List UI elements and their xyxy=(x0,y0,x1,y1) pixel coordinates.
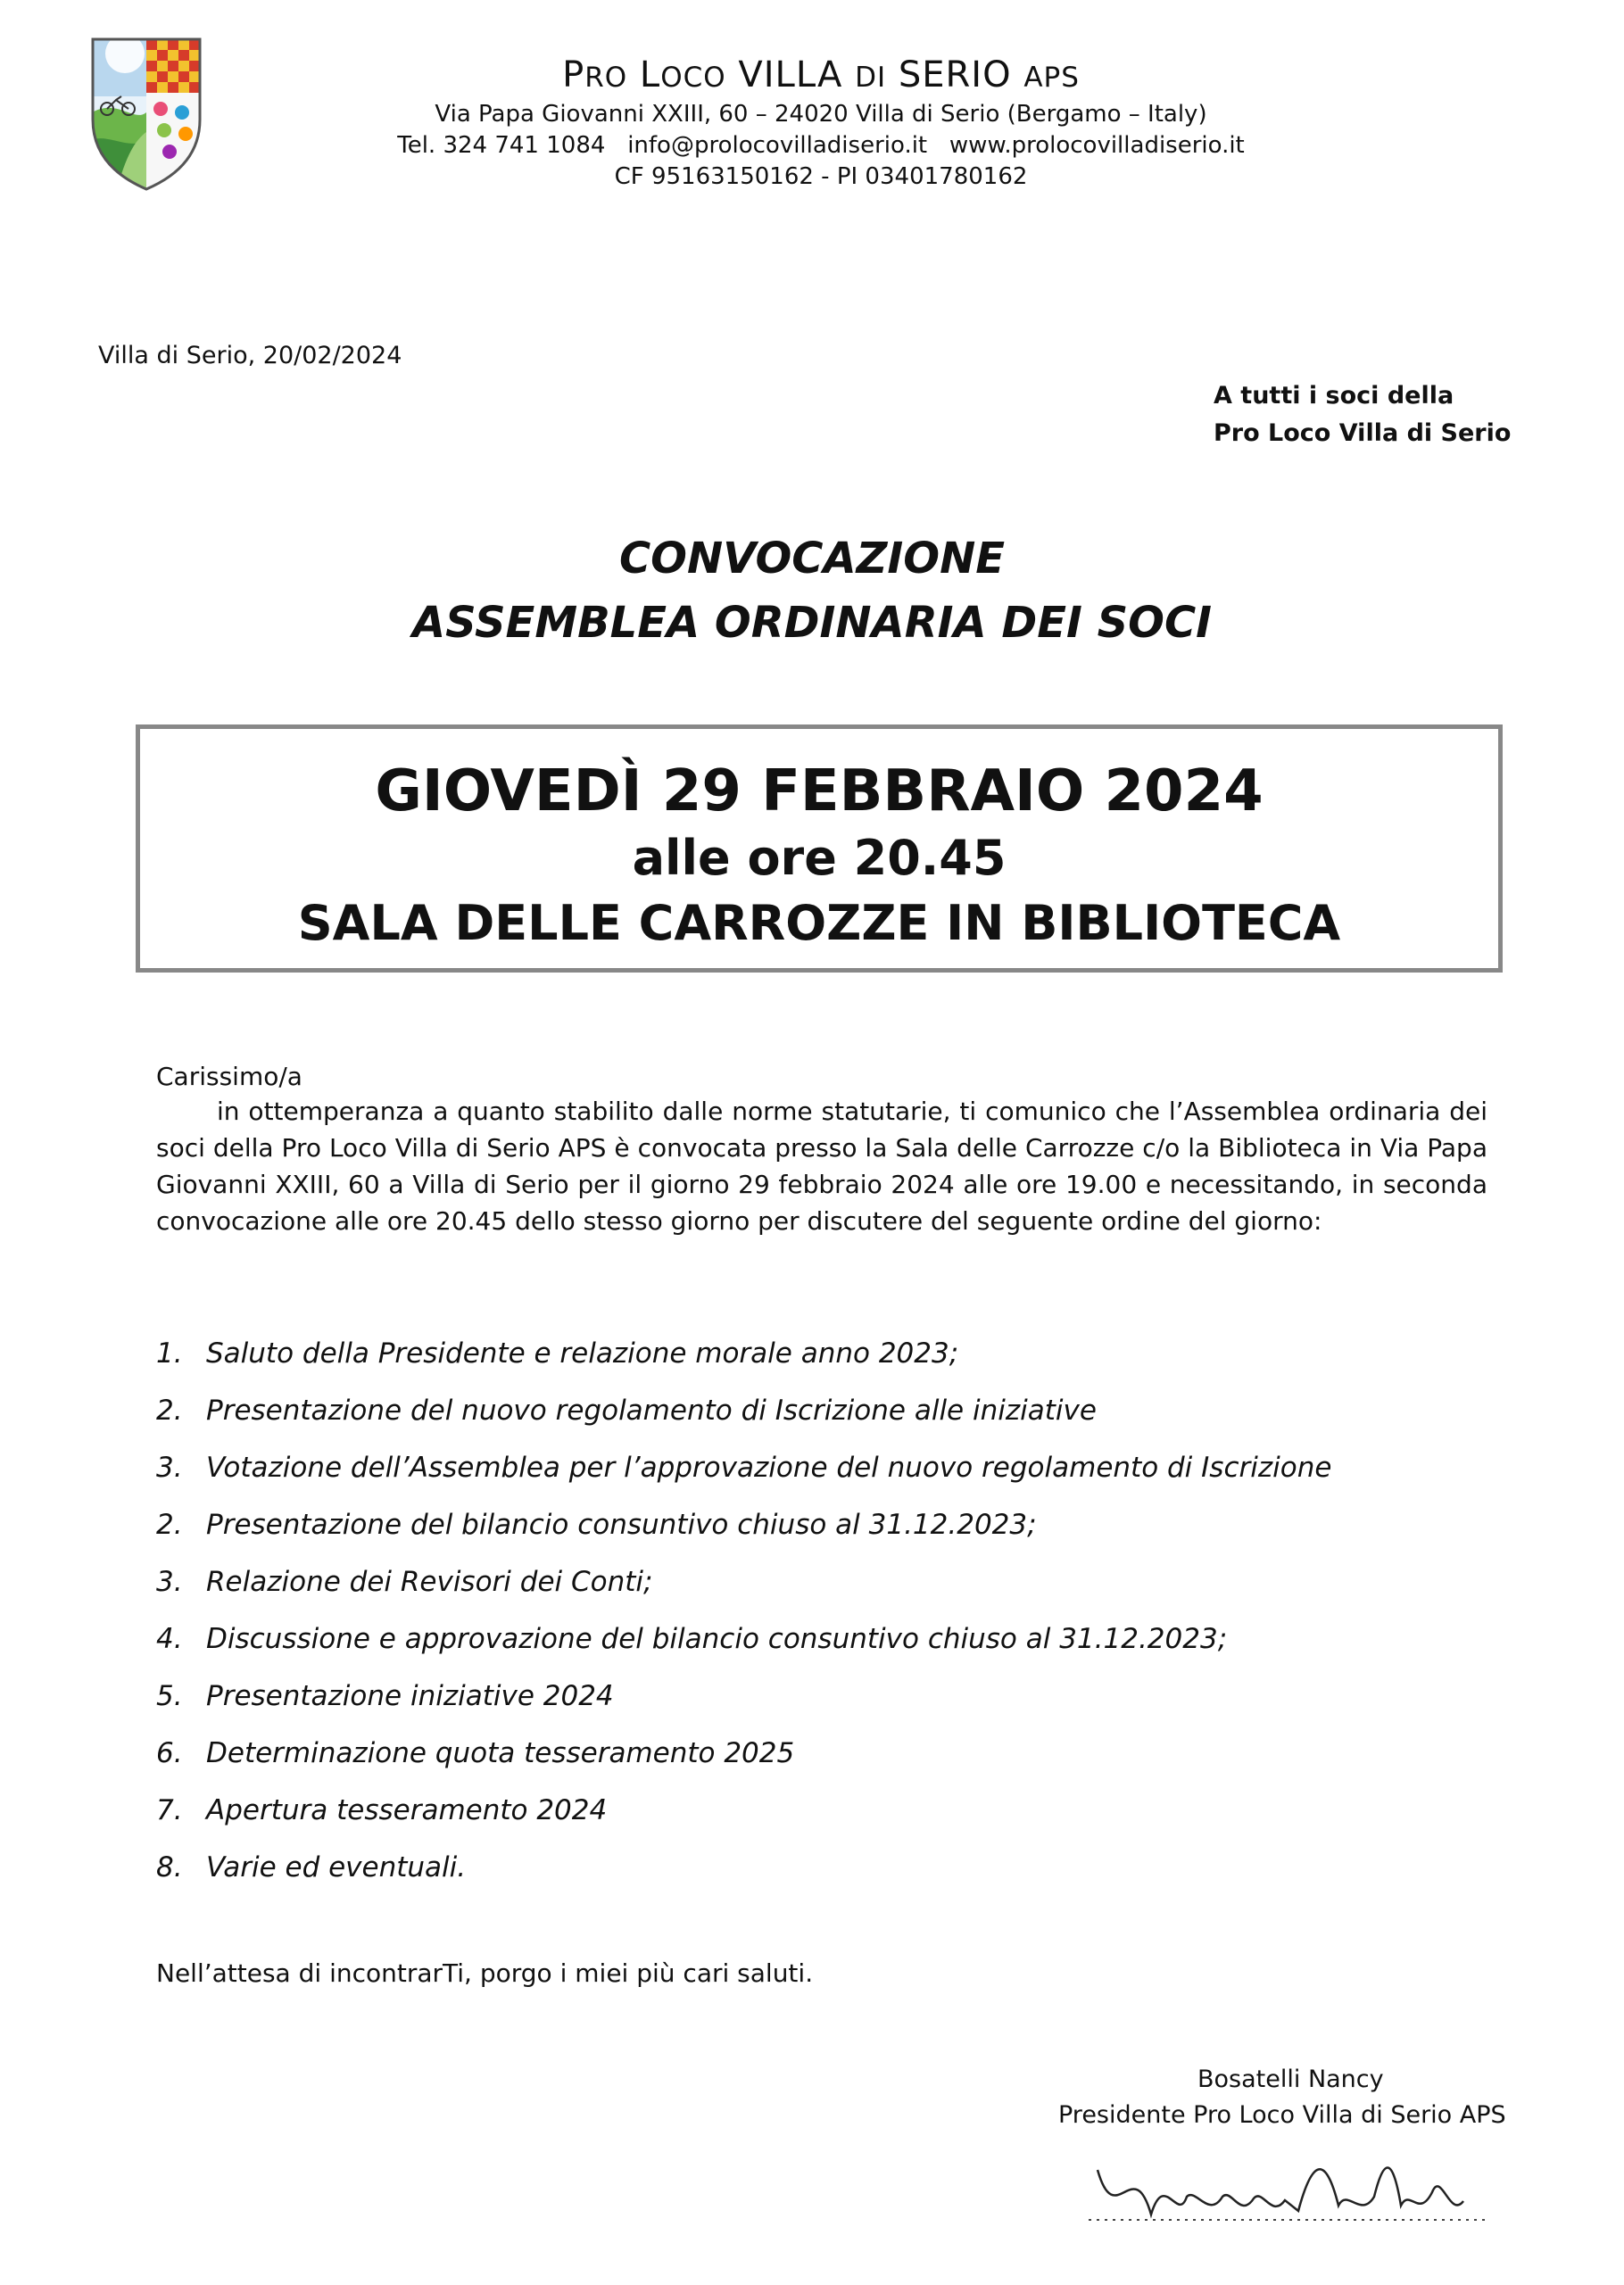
agenda-item xyxy=(156,1782,1331,1839)
event-time: alle ore 20.45 xyxy=(632,830,1007,886)
agenda-item-text: Presentazione del nuovo regolamento di Iscrizione alle iniziative xyxy=(206,1395,1097,1427)
agenda-item xyxy=(156,1439,1331,1496)
agenda-item-number: 7. xyxy=(156,1794,183,1826)
recipient-block xyxy=(1214,377,1511,452)
agenda-item xyxy=(156,1839,1331,1896)
agenda-item xyxy=(156,1553,1331,1610)
agenda-item-text: Discussione e approvazione del bilancio consuntivo chiuso al 31.12.2023; xyxy=(206,1623,1228,1655)
agenda-item-number: 2. xyxy=(156,1395,183,1427)
title-line: CONVOCAZIONE xyxy=(618,534,1006,584)
agenda-item-number: 5. xyxy=(156,1680,183,1712)
organization-contacts: Tel. 324 741 1084 info@prolocovilladiserio.it www.prolocovilladiserio.it xyxy=(397,132,1245,159)
letterhead xyxy=(0,54,1624,193)
organization-address: Via Papa Giovanni XXIII, 60 – 24020 Villa di Serio (Bergamo – Italy) xyxy=(435,101,1207,128)
event-date: GIOVEDÌ 29 FEBBRAIO 2024 xyxy=(375,758,1264,824)
signer-name: Bosatelli Nancy xyxy=(1197,2066,1384,2093)
agenda-item xyxy=(156,1668,1331,1725)
recipient-line: Pro Loco Villa di Serio xyxy=(1214,419,1512,447)
agenda-item-number: 2. xyxy=(156,1509,183,1541)
title-line: ASSEMBLEA ORDINARIA DEI SOCI xyxy=(411,598,1213,648)
agenda-item-text: Relazione dei Revisori dei Conti; xyxy=(206,1566,653,1598)
agenda-list xyxy=(156,1325,1331,1896)
agenda-item xyxy=(156,1610,1331,1668)
agenda-item-text: Apertura tesseramento 2024 xyxy=(206,1794,608,1826)
agenda-item-text: Votazione dell’Assemblea per l’approvazione del nuovo regolamento di Iscrizione xyxy=(206,1452,1332,1484)
agenda-item-number: 3. xyxy=(156,1566,183,1598)
agenda-item-text: Varie ed eventuali. xyxy=(206,1851,467,1883)
agenda-item-text: Determinazione quota tesseramento 2025 xyxy=(206,1737,795,1769)
agenda-item xyxy=(156,1325,1331,1382)
organization-name: PRO LOCO VILLA DI SERIO APS xyxy=(562,54,1080,95)
recipient-line: A tutti i soci della xyxy=(1214,382,1454,410)
agenda-item-text: Presentazione del bilancio consuntivo chiuso al 31.12.2023; xyxy=(206,1509,1037,1541)
agenda-item-text: Presentazione iniziative 2024 xyxy=(206,1680,614,1712)
body-paragraph: in ottemperanza a quanto stabilito dalle norme statutarie, ti comunico che l’Assemblea ordinaria dei soci della Pro Loco Villa di Serio APS è convocata presso la Sala delle Carrozze c/o la Biblioteca in Via Papa Giovanni XXIII, 60 a Villa di Serio per il giorno 29 febbraio 2024 alle ore 19.00 e necessitando, in seconda convocazione alle ore 20.45 dello stesso giorno per discutere del seguente ordine del giorno: xyxy=(156,1097,1487,1236)
agenda-item-text: Saluto della Presidente e relazione morale anno 2023; xyxy=(206,1337,959,1370)
letter-date: Villa di Serio, 20/02/2024 xyxy=(98,342,402,369)
agenda-item-number: 4. xyxy=(156,1623,183,1655)
document-title xyxy=(0,526,1624,655)
agenda-item xyxy=(156,1382,1331,1439)
agenda-item-number: 6. xyxy=(156,1737,183,1769)
handwritten-signature xyxy=(1080,2134,1499,2241)
signer-role: Presidente Pro Loco Villa di Serio APS xyxy=(1058,2101,1506,2129)
organization-fiscal-codes: CF 95163150162 - PI 03401780162 xyxy=(614,163,1028,190)
salutation: Carissimo/a xyxy=(156,1062,302,1091)
closing-line: Nell’attesa di incontrarTi, porgo i miei più cari saluti. xyxy=(156,1958,814,1988)
agenda-item xyxy=(156,1725,1331,1782)
agenda-item-number: 1. xyxy=(156,1337,183,1370)
agenda-item-number: 8. xyxy=(156,1851,183,1883)
event-place: SALA DELLE CARROZZE IN BIBLIOTECA xyxy=(297,895,1341,951)
event-details-box xyxy=(136,724,1503,973)
agenda-item xyxy=(156,1496,1331,1553)
agenda-item-number: 3. xyxy=(156,1452,183,1484)
